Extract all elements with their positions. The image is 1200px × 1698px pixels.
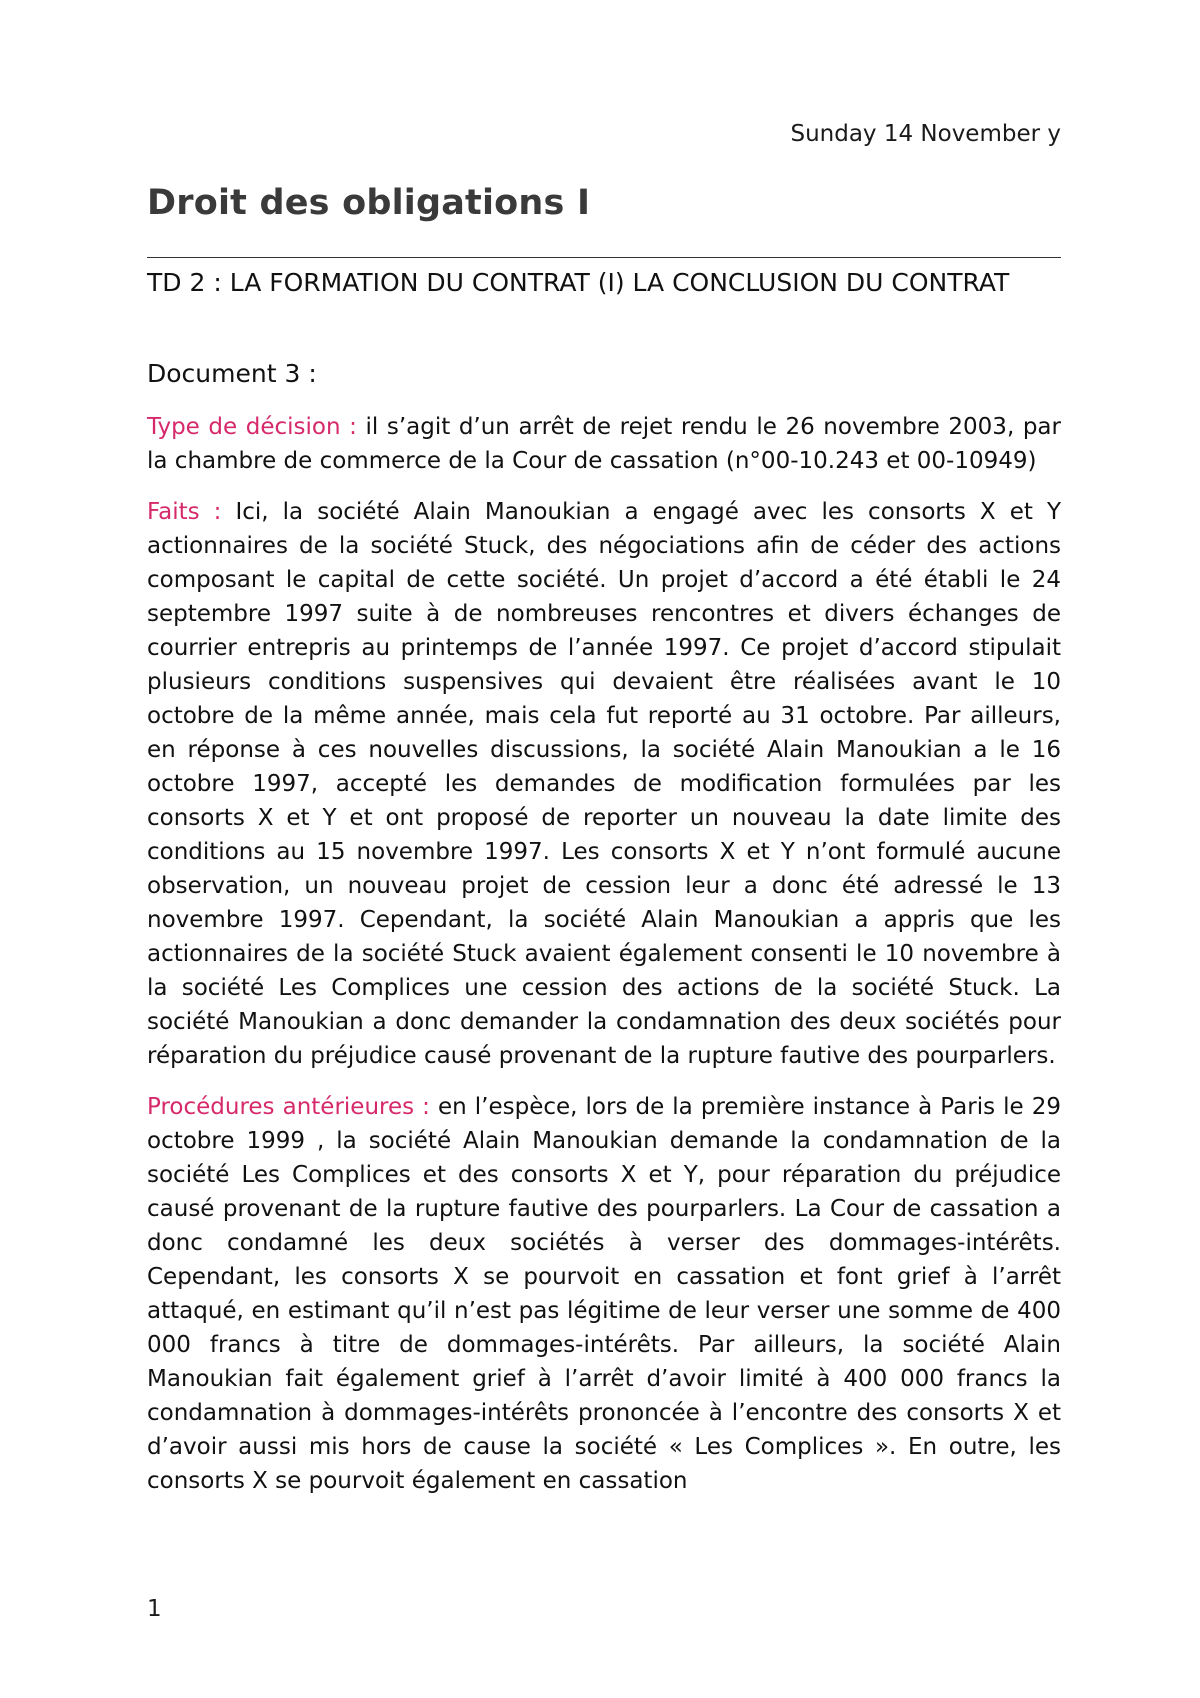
section-label: Type de décision : (147, 414, 357, 440)
section-type-de-decision (147, 410, 1061, 478)
document-title: Droit des obligations I (147, 183, 591, 223)
title-divider (147, 257, 1061, 258)
document-body (147, 410, 1061, 1515)
td-heading: TD 2 : LA FORMATION DU CONTRAT (I) LA CONCLUSION DU CONTRAT (147, 268, 1010, 297)
section-text: il s’agit d’un arrêt de rejet rendu le 26 novembre 2003, par la chambre de commerce de la Cour de cassation (n°00-10.243 et 00-10949) (147, 414, 1061, 474)
section-procedures-anterieures (147, 1090, 1061, 1498)
section-label: Procédures antérieures : (147, 1094, 430, 1120)
section-text: Ici, la société Alain Manoukian a engagé avec les consorts X et Y actionnaires de la société Stuck, des négociations afin de céder des actions composant le capital de cette société. Un projet d’accord a été établi le 24 septembre 1997 suite à de nombreuses rencontres et divers échanges de courrier entrepris au printemps de l’année 1997. Ce projet d’accord stipulait plusieurs conditions suspensives qui devaient être réalisées avant le 10 octobre de la même année, mais cela fut reporté au 31 octobre. Par ailleurs, en réponse à ces nouvelles discussions, la société Alain Manoukian a le 16 octobre 1997, accepté les demandes de modification formulées par les consorts X et Y et ont proposé de reporter un nouveau la date limite des conditions au 15 novembre 1997. Les consorts X et Y n’ont formulé aucune observation, un nouveau projet de cession leur a donc été adressé le 13 novembre 1997. Cependant, la société Alain Manoukian a appris que les actionnaires de la société Stuck avaient également consenti le 10 novembre à la société Les Complices une cession des actions de la société Stuck. La société Manoukian a donc demander la condamnation des deux sociétés pour réparation du préjudice causé provenant de la rupture fautive des pourparlers. (147, 499, 1061, 1069)
document-page (147, 0, 1061, 1698)
header-date: Sunday 14 November y (790, 121, 1061, 147)
document-number-heading: Document 3 : (147, 359, 317, 388)
section-faits (147, 495, 1061, 1073)
section-text: en l’espèce, lors de la première instance à Paris le 29 octobre 1999 , la société Alain Manoukian demande la condamnation de la société Les Complices et des consorts X et Y, pour réparation du préjudice causé provenant de la rupture fautive des pourparlers. La Cour de cassation a donc condamné les deux sociétés à verser des dommages-intérêts. Cependant, les consorts X se pourvoit en cassation et font grief à l’arrêt attaqué, en estimant qu’il n’est pas légitime de leur verser une somme de 400 000 francs à titre de dommages-intérêts. Par ailleurs, la société Alain Manoukian fait également grief à l’arrêt d’avoir limité à 400 000 francs la condamnation à dommages-intérêts prononcée à l’encontre des consorts X et d’avoir aussi mis hors de cause la société « Les Complices ». En outre, les consorts X se pourvoit également en cassation (147, 1094, 1061, 1494)
section-label: Faits : (147, 499, 222, 525)
page-number: 1 (147, 1596, 162, 1622)
